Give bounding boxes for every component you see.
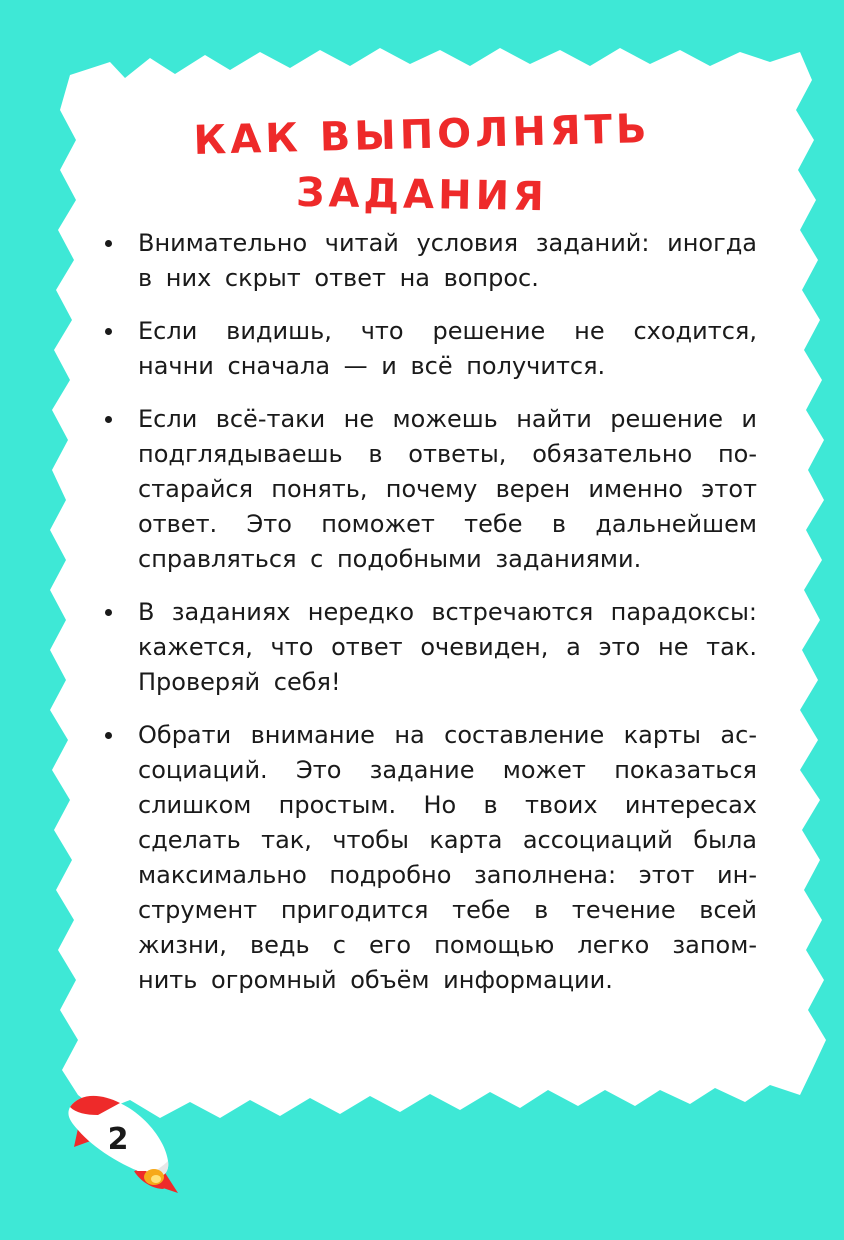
instructions-list — [100, 226, 757, 1016]
list-item — [100, 226, 757, 296]
bullet-icon — [105, 416, 112, 423]
list-item — [100, 314, 757, 384]
bullet-icon — [105, 609, 112, 616]
list-item-text: Если видишь, что решение не сходится, начни сначала — и всё получится. — [138, 317, 757, 380]
list-item — [100, 718, 757, 998]
bullet-icon — [105, 240, 112, 247]
page-title — [0, 105, 844, 225]
list-item-text: Обрати внимание на составление карты ас-социаций. Это задание может показаться слишком простым. Но в твоих интересах сделать так, чтобы карта ассоциаций была максимально подробно заполнена: этот ин-струмент пригодится тебе в течение всей жизни, ведь с его помощью легко запом-нить огромный объём информации. — [138, 721, 757, 994]
list-item-text: В заданиях нередко встречаются парадоксы: кажется, что ответ очевиден, а это не так. Проверяй себя! — [138, 598, 757, 696]
bullet-icon — [105, 732, 112, 739]
list-item-text: Если всё-таки не можешь найти решение и подглядываешь в ответы, обязательно по-старайся понять, почему верен именно этот ответ. Это поможет тебе в дальнейшем справляться с подобными заданиями. — [138, 405, 757, 573]
page-number: 2 — [107, 1122, 129, 1157]
bullet-icon — [105, 328, 112, 335]
list-item-text: Внимательно читай условия заданий: иногда в них скрыт ответ на вопрос. — [138, 229, 757, 292]
title-line-2: ЗАДАНИЯ — [295, 169, 549, 221]
list-item — [100, 402, 757, 577]
list-item — [100, 595, 757, 700]
title-line-1: КАК ВЫПОЛНЯТЬ — [192, 106, 652, 164]
